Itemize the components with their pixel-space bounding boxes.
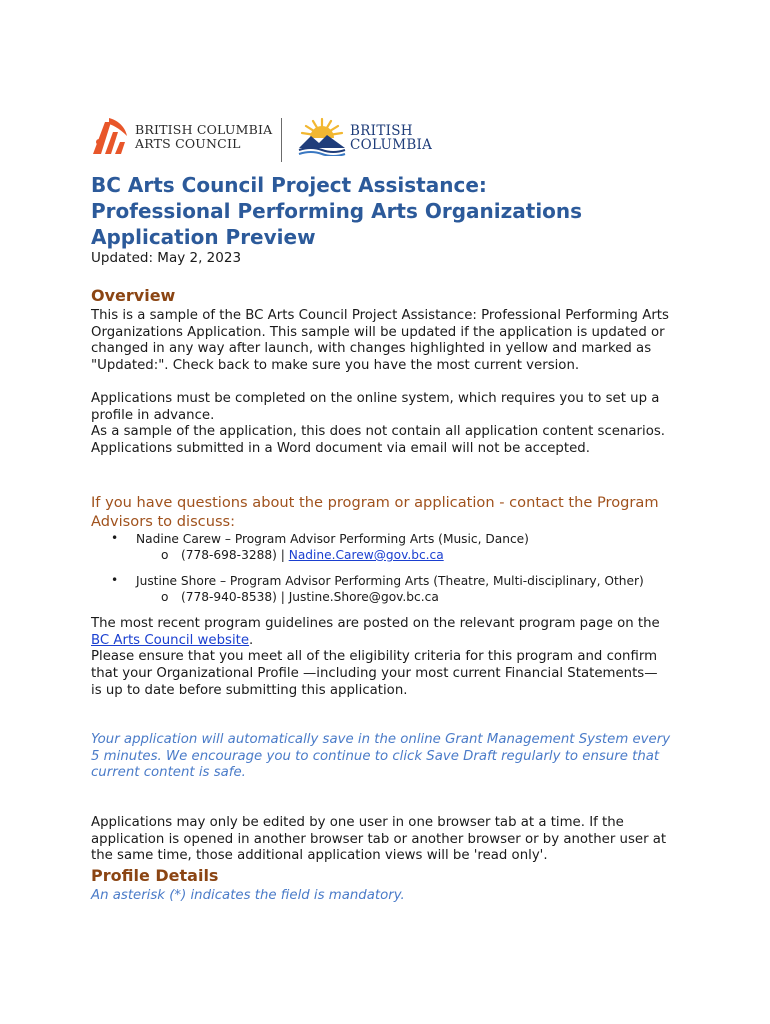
eligibility-note: Please ensure that you meet all of the eligibility criteria for this program and confirm that your Organizational Profile —including your most current Financial Statements— is up to date before submitting this application. (91, 649, 658, 698)
bullet-icon: • (111, 531, 119, 545)
single-user-note: Applications may only be edited by one user in one browser tab at a time. If the application is opened in another browser tab or another browser or by another user at the same time, those additional application views will be 'read only'. (91, 815, 667, 864)
program-advisor-list (91, 531, 691, 615)
british-columbia-sun-mountain-icon (297, 116, 347, 156)
advisor-name: Justine Shore – Program Advisor Performing Arts (Theatre, Multi-disciplinary, Other) (136, 574, 644, 588)
bc-arts-council-wordmark: BRITISH COLUMBIA ARTS COUNCIL (135, 122, 273, 151)
overview-paragraph-2 (91, 391, 691, 458)
advisor-phone: (778-698-3288) | (181, 548, 289, 562)
autosave-line-1: Your application will automatically save in the online Grant Management System every (91, 732, 671, 747)
logo-divider (281, 118, 282, 162)
advisor-contact (136, 547, 691, 563)
overview-heading: Overview (91, 286, 176, 305)
bc-arts-council-mark-icon (91, 116, 129, 156)
page-title (91, 172, 691, 250)
link-suffix: . (249, 632, 254, 648)
profile-details-heading: Profile Details (91, 866, 219, 885)
mandatory-field-note: An asterisk (*) indicates the field is mandatory. (91, 888, 405, 903)
guidelines-paragraph (91, 616, 671, 700)
autosave-note (91, 732, 676, 782)
sub-bullet-icon: o (161, 548, 169, 562)
title-line-2: Professional Performing Arts Organizations (91, 199, 583, 223)
word-document-note: Applications submitted in a Word document via email will not be accepted. (91, 441, 590, 457)
advisor-contact (136, 589, 691, 605)
sub-bullet-icon: o (161, 590, 169, 604)
advisor-phone: (778-940-8538) | (181, 590, 289, 604)
advisor-name: Nadine Carew – Program Advisor Performing Arts (Music, Dance) (136, 532, 529, 546)
list-item (91, 531, 691, 563)
title-line-1: BC Arts Council Project Assistance: (91, 173, 487, 197)
bullet-icon: • (111, 573, 119, 587)
logo-banner (91, 114, 451, 162)
overview-paragraph-1: This is a sample of the BC Arts Council Project Assistance: Professional Performing Arts Organizations Application. This sample will be updated if the application is updated or changed in any way after launch, with changes highlighted in yellow and marked as "Updated:". Check back to make sure you have the most current version. (91, 308, 669, 374)
british-columbia-wordmark: BRITISH COLUMBIA (350, 123, 433, 153)
autosave-line-2: 5 minutes. We encourage you to continue to click Save Draft regularly to ensure that current content is safe. (91, 748, 660, 781)
title-line-3: Application Preview (91, 225, 316, 249)
bc-arts-council-website-link[interactable]: BC Arts Council website (91, 632, 250, 648)
advisor-email: Justine.Shore@gov.bc.ca (288, 590, 439, 604)
advisor-email-link[interactable]: Nadine.Carew@gov.bc.ca (288, 548, 444, 562)
online-system-note: Applications must be completed on the online system, which requires you to set up a profile in advance. (91, 391, 660, 423)
updated-date: Updated: May 2, 2023 (91, 250, 242, 266)
program-advisors-note: If you have questions about the program or application - contact the Program Advisors to discuss: (91, 494, 659, 530)
guidelines-text: The most recent program guidelines are posted on the relevant program page on the (91, 616, 660, 631)
british-columbia-logo (297, 114, 437, 160)
sample-note: As a sample of the application, this does not contain all application content scenarios. (91, 424, 665, 440)
list-item (91, 573, 691, 605)
bc-arts-council-logo (91, 116, 281, 156)
